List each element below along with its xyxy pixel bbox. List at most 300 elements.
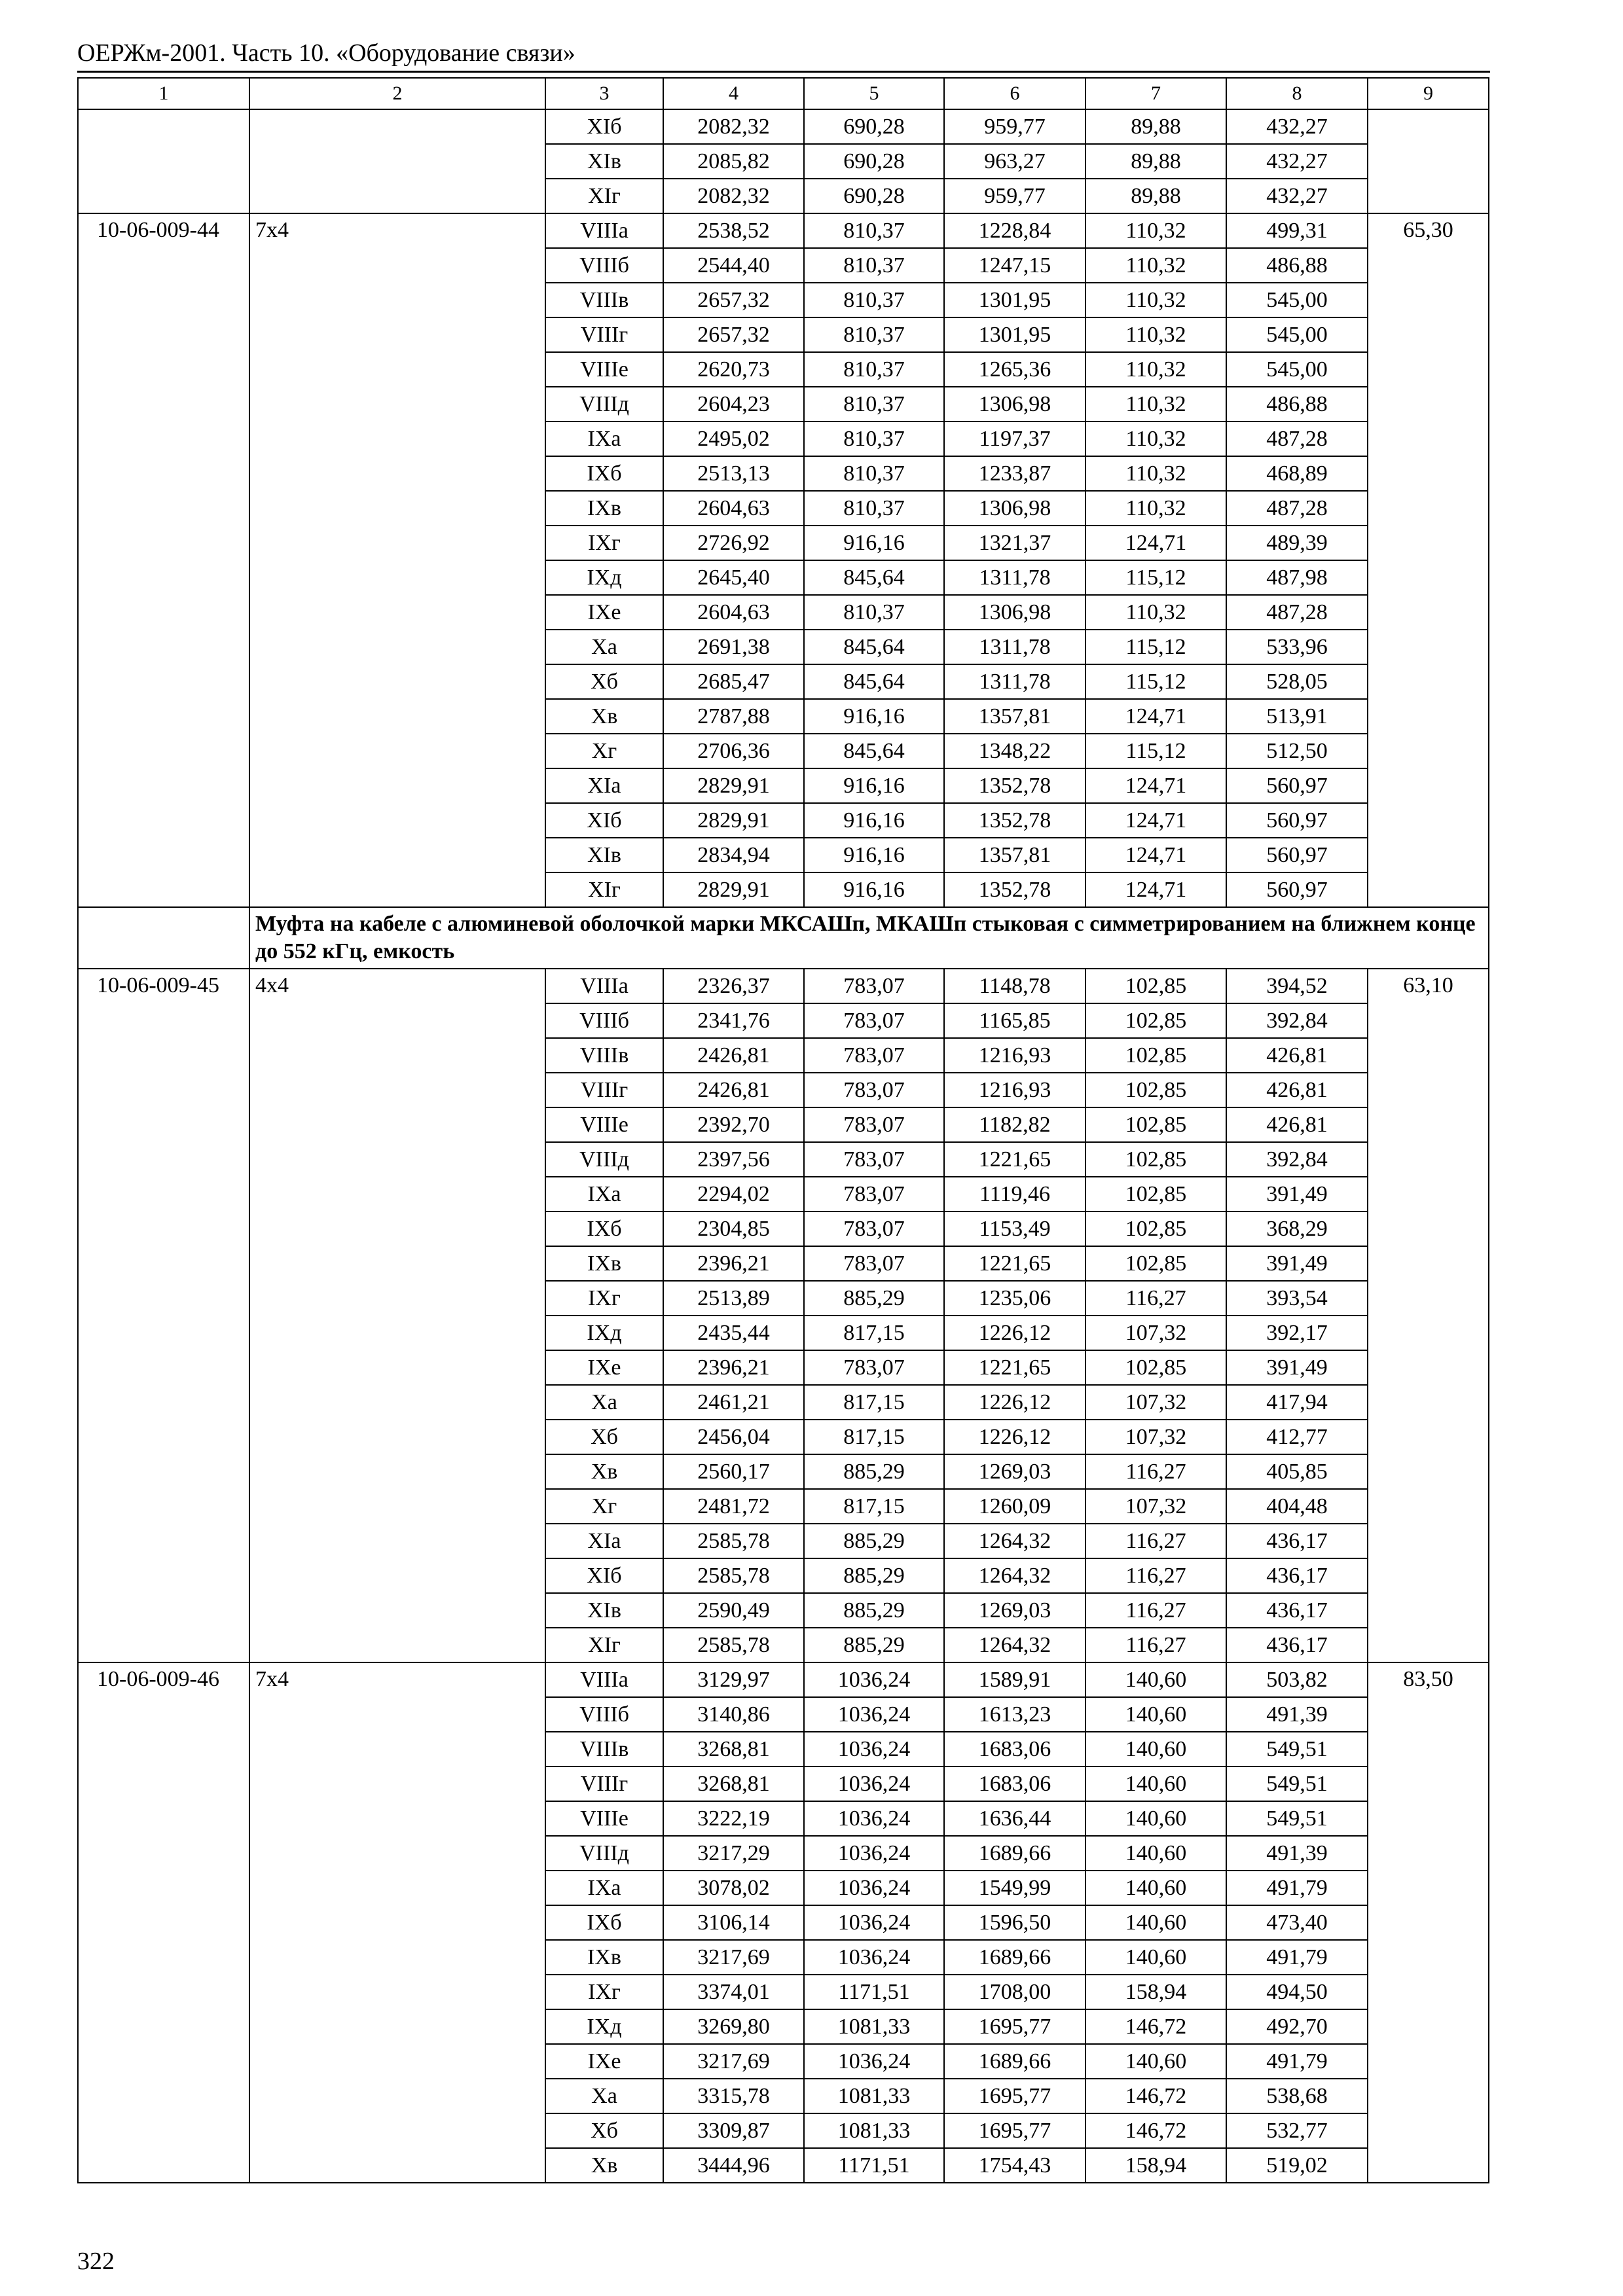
value-cell: 2341,76 [663,1003,804,1038]
value-cell: 1708,00 [944,1975,1085,2009]
zone-cell: VIIIв [545,283,663,317]
value-cell: 1036,24 [804,1697,944,1732]
value-cell: 1221,65 [944,1246,1085,1281]
value-cell: 1233,87 [944,456,1085,491]
value-cell: 963,27 [944,144,1085,179]
value-cell: 3106,14 [663,1905,804,1940]
value-cell: 436,17 [1226,1628,1368,1662]
value-cell: 116,27 [1085,1628,1226,1662]
value-cell: 1357,81 [944,838,1085,872]
value-cell: 432,27 [1226,144,1368,179]
value-cell: 2481,72 [663,1489,804,1524]
value-cell: 1265,36 [944,352,1085,387]
section-title: Муфта на кабеле с алюминевой оболочкой марки МКСАШп, МКАШп стыковая с симметрированием на ближнем конце до 552 кГц, емкость [249,907,1489,969]
value-cell: 2456,04 [663,1420,804,1454]
value-cell: 3309,87 [663,2113,804,2148]
value-cell: 140,60 [1085,1905,1226,1940]
table-row [78,969,1489,1003]
column-number: 3 [545,78,663,109]
value-cell: 110,32 [1085,491,1226,526]
value-cell: 2604,63 [663,491,804,526]
value-cell: 545,00 [1226,317,1368,352]
zone-cell: XIб [545,803,663,838]
value-cell: 491,39 [1226,1836,1368,1871]
zone-cell: IXа [545,1871,663,1905]
value-cell: 2392,70 [663,1107,804,1142]
value-cell: 2585,78 [663,1558,804,1593]
value-cell: 2620,73 [663,352,804,387]
value-cell: 817,15 [804,1489,944,1524]
value-cell: 116,27 [1085,1454,1226,1489]
value-cell: 783,07 [804,1211,944,1246]
value-cell: 2397,56 [663,1142,804,1177]
value-cell: 110,32 [1085,283,1226,317]
zone-cell: VIIIв [545,1732,663,1767]
zone-cell: IXе [545,1350,663,1385]
value-cell: 468,89 [1226,456,1368,491]
value-cell: 1306,98 [944,491,1085,526]
zone-cell: VIIIд [545,1836,663,1871]
zone-cell: IXд [545,2009,663,2044]
value-cell: 1311,78 [944,664,1085,699]
zone-cell: VIIIб [545,248,663,283]
table-row [78,1662,1489,1697]
value-cell: 115,12 [1085,664,1226,699]
value-cell: 102,85 [1085,1038,1226,1073]
value-cell: 1235,06 [944,1281,1085,1316]
value-cell: 124,71 [1085,872,1226,907]
zone-cell: XIв [545,1593,663,1628]
value-cell: 1036,24 [804,1801,944,1836]
value-cell: 3268,81 [663,1732,804,1767]
zone-cell: VIIIе [545,1107,663,1142]
value-cell: 916,16 [804,526,944,560]
column-number: 6 [944,78,1085,109]
value-cell: 140,60 [1085,1732,1226,1767]
value-cell: 102,85 [1085,969,1226,1003]
value-cell: 503,82 [1226,1662,1368,1697]
value-cell: 783,07 [804,969,944,1003]
cable-capacity: 4x4 [249,969,545,1662]
value-cell: 885,29 [804,1558,944,1593]
value-cell: 1226,12 [944,1316,1085,1350]
value-cell: 1216,93 [944,1038,1085,1073]
zone-cell: Xг [545,734,663,768]
value-cell: 690,28 [804,144,944,179]
value-cell: 1306,98 [944,387,1085,422]
value-cell: 2706,36 [663,734,804,768]
zone-cell: XIг [545,872,663,907]
value-cell: 3129,97 [663,1662,804,1697]
zone-cell: IXг [545,1281,663,1316]
value-cell: 2326,37 [663,969,804,1003]
value-cell: 1683,06 [944,1767,1085,1801]
value-cell: 102,85 [1085,1246,1226,1281]
value-cell: 102,85 [1085,1142,1226,1177]
value-cell: 1695,77 [944,2079,1085,2113]
value-cell: 124,71 [1085,803,1226,838]
value-cell: 1036,24 [804,1905,944,1940]
cable-capacity [249,109,545,213]
zone-cell: VIIIд [545,1142,663,1177]
value-cell: 1306,98 [944,595,1085,630]
value-cell: 783,07 [804,1177,944,1211]
zone-cell: XIв [545,144,663,179]
zone-cell: VIIIг [545,1767,663,1801]
value-cell: 491,79 [1226,1940,1368,1975]
value-cell: 489,39 [1226,526,1368,560]
value-cell: 89,88 [1085,144,1226,179]
norm-code [78,109,249,213]
value-cell: 110,32 [1085,352,1226,387]
value-cell: 538,68 [1226,2079,1368,2113]
section-blank-cell [78,907,249,969]
value-cell: 1695,77 [944,2009,1085,2044]
cable-capacity: 7x4 [249,1662,545,2183]
zone-cell: IXв [545,1940,663,1975]
value-cell: 3217,69 [663,2044,804,2079]
zone-cell: IXг [545,526,663,560]
zone-cell: IXв [545,1246,663,1281]
value-cell: 392,84 [1226,1142,1368,1177]
value-cell: 1216,93 [944,1073,1085,1107]
value-cell: 1036,24 [804,1662,944,1697]
value-cell: 1352,78 [944,803,1085,838]
value-cell: 107,32 [1085,1420,1226,1454]
zone-cell: IXа [545,1177,663,1211]
value-cell: 158,94 [1085,2148,1226,2183]
zone-cell: Xв [545,699,663,734]
value-cell: 959,77 [944,179,1085,213]
value-cell: 532,77 [1226,2113,1368,2148]
value-cell: 845,64 [804,734,944,768]
value-cell: 1260,09 [944,1489,1085,1524]
price-table [77,77,1489,2183]
column-number: 1 [78,78,249,109]
value-cell: 1036,24 [804,1732,944,1767]
value-cell: 392,17 [1226,1316,1368,1350]
zone-cell: IXб [545,1905,663,1940]
value-cell: 115,12 [1085,630,1226,664]
value-cell: 110,32 [1085,595,1226,630]
zone-cell: Xв [545,1454,663,1489]
value-cell: 115,12 [1085,734,1226,768]
value-cell: 140,60 [1085,1697,1226,1732]
value-cell: 783,07 [804,1038,944,1073]
value-cell: 393,54 [1226,1281,1368,1316]
value-cell: 405,85 [1226,1454,1368,1489]
value-cell: 1311,78 [944,560,1085,595]
value-cell: 560,97 [1226,768,1368,803]
value-cell: 140,60 [1085,1940,1226,1975]
zone-cell: IXе [545,2044,663,2079]
zone-cell: IXа [545,422,663,456]
value-cell: 2590,49 [663,1593,804,1628]
value-cell: 432,27 [1226,109,1368,144]
value-cell: 115,12 [1085,560,1226,595]
value-cell: 2426,81 [663,1038,804,1073]
labor-cost: 65,30 [1368,213,1489,907]
value-cell: 494,50 [1226,1975,1368,2009]
value-cell: 89,88 [1085,109,1226,144]
zone-cell: VIIIг [545,1073,663,1107]
value-cell: 107,32 [1085,1489,1226,1524]
value-cell: 102,85 [1085,1350,1226,1385]
value-cell: 124,71 [1085,699,1226,734]
value-cell: 487,28 [1226,491,1368,526]
value-cell: 1081,33 [804,2079,944,2113]
value-cell: 492,70 [1226,2009,1368,2044]
value-cell: 1081,33 [804,2009,944,2044]
value-cell: 2461,21 [663,1385,804,1420]
value-cell: 549,51 [1226,1732,1368,1767]
value-cell: 2604,23 [663,387,804,422]
zone-cell: XIг [545,1628,663,1662]
value-cell: 1321,37 [944,526,1085,560]
value-cell: 512,50 [1226,734,1368,768]
value-cell: 817,15 [804,1316,944,1350]
value-cell: 140,60 [1085,1801,1226,1836]
value-cell: 2544,40 [663,248,804,283]
value-cell: 2082,32 [663,109,804,144]
value-cell: 1171,51 [804,1975,944,2009]
value-cell: 810,37 [804,317,944,352]
zone-cell: IXд [545,560,663,595]
zone-cell: XIа [545,1524,663,1558]
value-cell: 2495,02 [663,422,804,456]
column-number: 9 [1368,78,1489,109]
value-cell: 2604,63 [663,595,804,630]
value-cell: 102,85 [1085,1211,1226,1246]
column-number: 8 [1226,78,1368,109]
value-cell: 3140,86 [663,1697,804,1732]
value-cell: 1264,32 [944,1524,1085,1558]
value-cell: 1695,77 [944,2113,1085,2148]
value-cell: 3374,01 [663,1975,804,2009]
value-cell: 2426,81 [663,1073,804,1107]
value-cell: 1689,66 [944,1836,1085,1871]
value-cell: 1264,32 [944,1628,1085,1662]
value-cell: 845,64 [804,560,944,595]
value-cell: 533,96 [1226,630,1368,664]
value-cell: 110,32 [1085,213,1226,248]
value-cell: 1153,49 [944,1211,1085,1246]
value-cell: 1036,24 [804,1871,944,1905]
zone-cell: Xг [545,1489,663,1524]
value-cell: 2513,89 [663,1281,804,1316]
value-cell: 487,28 [1226,422,1368,456]
zone-cell: XIб [545,109,663,144]
value-cell: 916,16 [804,838,944,872]
zone-cell: XIб [545,1558,663,1593]
zone-cell: IXв [545,491,663,526]
value-cell: 545,00 [1226,283,1368,317]
value-cell: 1165,85 [944,1003,1085,1038]
value-cell: 1589,91 [944,1662,1085,1697]
value-cell: 3217,29 [663,1836,804,1871]
value-cell: 810,37 [804,283,944,317]
page-header-title: ОЕРЖм-2001. Часть 10. «Оборудование связи» [77,39,575,67]
value-cell: 810,37 [804,422,944,456]
value-cell: 560,97 [1226,872,1368,907]
value-cell: 560,97 [1226,803,1368,838]
value-cell: 1036,24 [804,1836,944,1871]
value-cell: 486,88 [1226,387,1368,422]
value-cell: 810,37 [804,595,944,630]
zone-cell: VIIIв [545,1038,663,1073]
value-cell: 810,37 [804,213,944,248]
zone-cell: IXд [545,1316,663,1350]
value-cell: 916,16 [804,803,944,838]
value-cell: 1036,24 [804,2044,944,2079]
value-cell: 1197,37 [944,422,1085,456]
value-cell: 391,49 [1226,1246,1368,1281]
value-cell: 2304,85 [663,1211,804,1246]
zone-cell: Xа [545,630,663,664]
zone-cell: Xв [545,2148,663,2183]
value-cell: 1171,51 [804,2148,944,2183]
value-cell: 783,07 [804,1003,944,1038]
column-number: 2 [249,78,545,109]
zone-cell: VIIIа [545,969,663,1003]
zone-cell: VIIIе [545,352,663,387]
zone-cell: Xб [545,664,663,699]
value-cell: 124,71 [1085,768,1226,803]
value-cell: 102,85 [1085,1003,1226,1038]
value-cell: 3217,69 [663,1940,804,1975]
page-number: 322 [77,2248,115,2275]
value-cell: 545,00 [1226,352,1368,387]
column-number: 5 [804,78,944,109]
value-cell: 110,32 [1085,317,1226,352]
value-cell: 102,85 [1085,1073,1226,1107]
value-cell: 2396,21 [663,1246,804,1281]
value-cell: 528,05 [1226,664,1368,699]
value-cell: 1264,32 [944,1558,1085,1593]
value-cell: 2560,17 [663,1454,804,1489]
value-cell: 845,64 [804,664,944,699]
value-cell: 783,07 [804,1107,944,1142]
value-cell: 107,32 [1085,1385,1226,1420]
value-cell: 1613,23 [944,1697,1085,1732]
value-cell: 487,98 [1226,560,1368,595]
value-cell: 110,32 [1085,248,1226,283]
value-cell: 2085,82 [663,144,804,179]
zone-cell: VIIIг [545,317,663,352]
zone-cell: VIIIд [545,387,663,422]
value-cell: 412,77 [1226,1420,1368,1454]
value-cell: 3078,02 [663,1871,804,1905]
value-cell: 2829,91 [663,768,804,803]
value-cell: 1081,33 [804,2113,944,2148]
value-cell: 110,32 [1085,387,1226,422]
value-cell: 817,15 [804,1420,944,1454]
value-cell: 89,88 [1085,179,1226,213]
value-cell: 1226,12 [944,1385,1085,1420]
value-cell: 140,60 [1085,1836,1226,1871]
table-row [78,213,1489,248]
header-rule [77,71,1490,73]
value-cell: 426,81 [1226,1073,1368,1107]
value-cell: 1221,65 [944,1350,1085,1385]
value-cell: 107,32 [1085,1316,1226,1350]
cable-capacity: 7x4 [249,213,545,907]
value-cell: 1036,24 [804,1767,944,1801]
value-cell: 140,60 [1085,1662,1226,1697]
value-cell: 2829,91 [663,872,804,907]
value-cell: 885,29 [804,1593,944,1628]
labor-cost: 63,10 [1368,969,1489,1662]
norm-code: 10-06-009-45 [78,969,249,1662]
value-cell: 491,79 [1226,1871,1368,1905]
value-cell: 916,16 [804,768,944,803]
column-number: 4 [663,78,804,109]
value-cell: 146,72 [1085,2009,1226,2044]
value-cell: 2787,88 [663,699,804,734]
zone-cell: IXб [545,456,663,491]
value-cell: 102,85 [1085,1177,1226,1211]
zone-cell: IXг [545,1975,663,2009]
value-cell: 783,07 [804,1246,944,1281]
value-cell: 1352,78 [944,768,1085,803]
value-cell: 391,49 [1226,1177,1368,1211]
value-cell: 116,27 [1085,1524,1226,1558]
value-cell: 436,17 [1226,1558,1368,1593]
value-cell: 436,17 [1226,1593,1368,1628]
zone-cell: VIIIе [545,1801,663,1836]
value-cell: 140,60 [1085,2044,1226,2079]
value-cell: 1036,24 [804,1940,944,1975]
column-number-row [78,78,1489,109]
value-cell: 486,88 [1226,248,1368,283]
zone-cell: IXе [545,595,663,630]
value-cell: 491,39 [1226,1697,1368,1732]
zone-cell: IXб [545,1211,663,1246]
value-cell: 146,72 [1085,2079,1226,2113]
value-cell: 404,48 [1226,1489,1368,1524]
value-cell: 783,07 [804,1142,944,1177]
value-cell: 916,16 [804,872,944,907]
labor-cost [1368,109,1489,213]
value-cell: 1269,03 [944,1593,1085,1628]
value-cell: 1549,99 [944,1871,1085,1905]
value-cell: 810,37 [804,491,944,526]
value-cell: 116,27 [1085,1593,1226,1628]
value-cell: 394,52 [1226,969,1368,1003]
value-cell: 1226,12 [944,1420,1085,1454]
value-cell: 1754,43 [944,2148,1085,2183]
value-cell: 2513,13 [663,456,804,491]
value-cell: 2585,78 [663,1628,804,1662]
value-cell: 2834,94 [663,838,804,872]
value-cell: 391,49 [1226,1350,1368,1385]
zone-cell: VIIIб [545,1003,663,1038]
labor-cost: 83,50 [1368,1662,1489,2183]
value-cell: 426,81 [1226,1107,1368,1142]
value-cell: 140,60 [1085,1871,1226,1905]
value-cell: 102,85 [1085,1107,1226,1142]
value-cell: 810,37 [804,387,944,422]
value-cell: 368,29 [1226,1211,1368,1246]
zone-cell: VIIIб [545,1697,663,1732]
value-cell: 1182,82 [944,1107,1085,1142]
value-cell: 116,27 [1085,1281,1226,1316]
value-cell: 491,79 [1226,2044,1368,2079]
value-cell: 2082,32 [663,179,804,213]
value-cell: 519,02 [1226,2148,1368,2183]
value-cell: 158,94 [1085,1975,1226,2009]
value-cell: 690,28 [804,109,944,144]
